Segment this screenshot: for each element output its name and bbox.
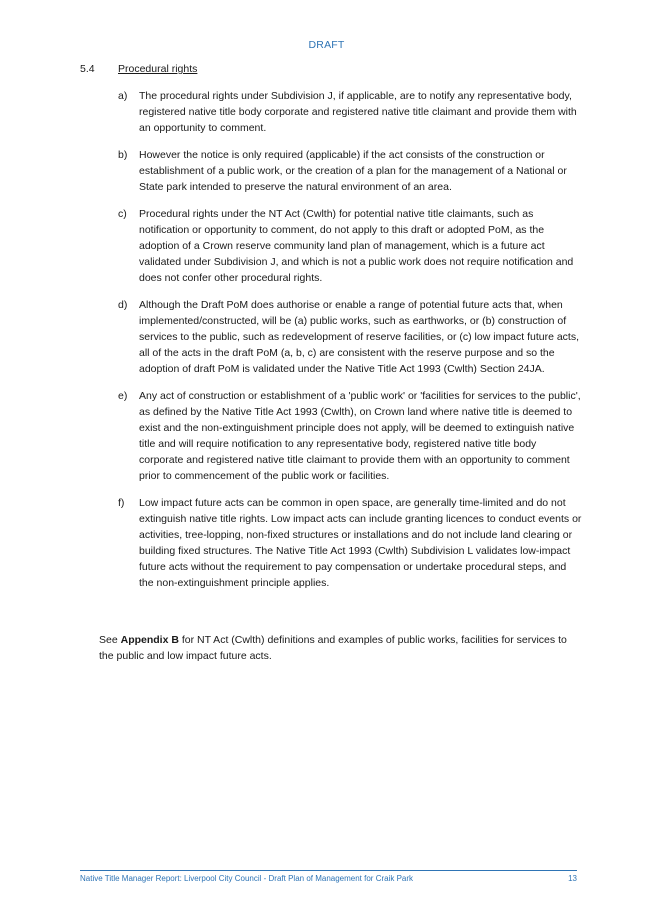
list-item-text: Low impact future acts can be common in open space, are generally time-limited and do not extinguish native title rights. Low impact acts can include granting licences to conduct events or activities, tree-lopping, non-fixed structures or installations and do not include land clearing or building fixed structures. The Native Title Act 1993 (Cwlth) Subdivision L validates low-impact future acts without the requirement to pay compensation or undertake procedural steps, and the non-extinguishment principle applies.: [139, 497, 582, 589]
list-item-text: However the notice is only required (applicable) if the act consists of the construction or establishment of a public work, or the creation of a plan for the management of a National or State park intended to preserve the natural environment of an area.: [139, 149, 567, 193]
page-number: 13: [568, 874, 577, 883]
list-item-text: The procedural rights under Subdivision J, if applicable, are to notify any representative body, registered native title body corporate and registered native title claimant and provide them with an opportunity to comment.: [139, 90, 577, 134]
draft-watermark: DRAFT: [308, 39, 345, 51]
appendix-reference: Appendix B: [120, 634, 179, 646]
section-heading: [80, 63, 197, 75]
list-item: [0, 88, 653, 136]
section-number: 5.4: [80, 63, 95, 75]
section-title: Procedural rights: [118, 63, 198, 75]
list-item-text: Any act of construction or establishment of a 'public work' or 'facilities for services to the public', as defined by the Native Title Act 1993 (Cwlth), on Crown land where native title is deemed to exist and the non-extinguishment principle does not apply, will be deemed to extinguish native title and will require notification to any representative body, registered native title body corporate and registered native title claimant to provide them with an opportunity to comment prior to commencement of the public work or facilities.: [139, 390, 581, 482]
list-item-letter: d): [118, 299, 128, 311]
list-item-letter: b): [118, 149, 128, 161]
see-also-prefix: See: [99, 634, 121, 646]
procedural-rights-list: [0, 88, 653, 602]
list-item: [0, 206, 653, 286]
list-item-letter: e): [118, 390, 128, 402]
footer-divider: [80, 870, 577, 871]
list-item: [0, 388, 653, 484]
list-item-letter: c): [118, 208, 127, 220]
list-item-text: Procedural rights under the NT Act (Cwlth) for potential native title claimants, such as notification or opportunity to comment, do not apply to this draft or adopted PoM, as the adoption of a Crown reserve community land plan of management, which is a future act validated under Subdivision J, and which is not a public work does not require notification and does not confer other procedural rights.: [139, 208, 574, 284]
list-item-text: Although the Draft PoM does authorise or enable a range of potential future acts that, when implemented/constructed, will be (a) public works, such as earthworks, or (b) construction of services to the public, such as redevelopment of reserve facilities, or (c) low impact future acts, all of the acts in the draft PoM (a, b, c) are consistent with the reserve purpose and so the adoption of draft PoM is validated under the Native Title Act 1993 (Cwlth) Section 24JA.: [139, 299, 580, 375]
list-item-letter: f): [118, 497, 125, 509]
list-item: [0, 147, 653, 195]
see-also-suffix: for NT Act (Cwlth) definitions and examples of public works, facilities for services to the public and low impact future acts.: [99, 634, 567, 662]
see-also-note: [99, 632, 581, 664]
footer-title: Native Title Manager Report: Liverpool City Council - Draft Plan of Management for Craik Park: [80, 874, 414, 883]
list-item: [0, 297, 653, 377]
list-item: [0, 495, 653, 591]
list-item-letter: a): [118, 90, 128, 102]
